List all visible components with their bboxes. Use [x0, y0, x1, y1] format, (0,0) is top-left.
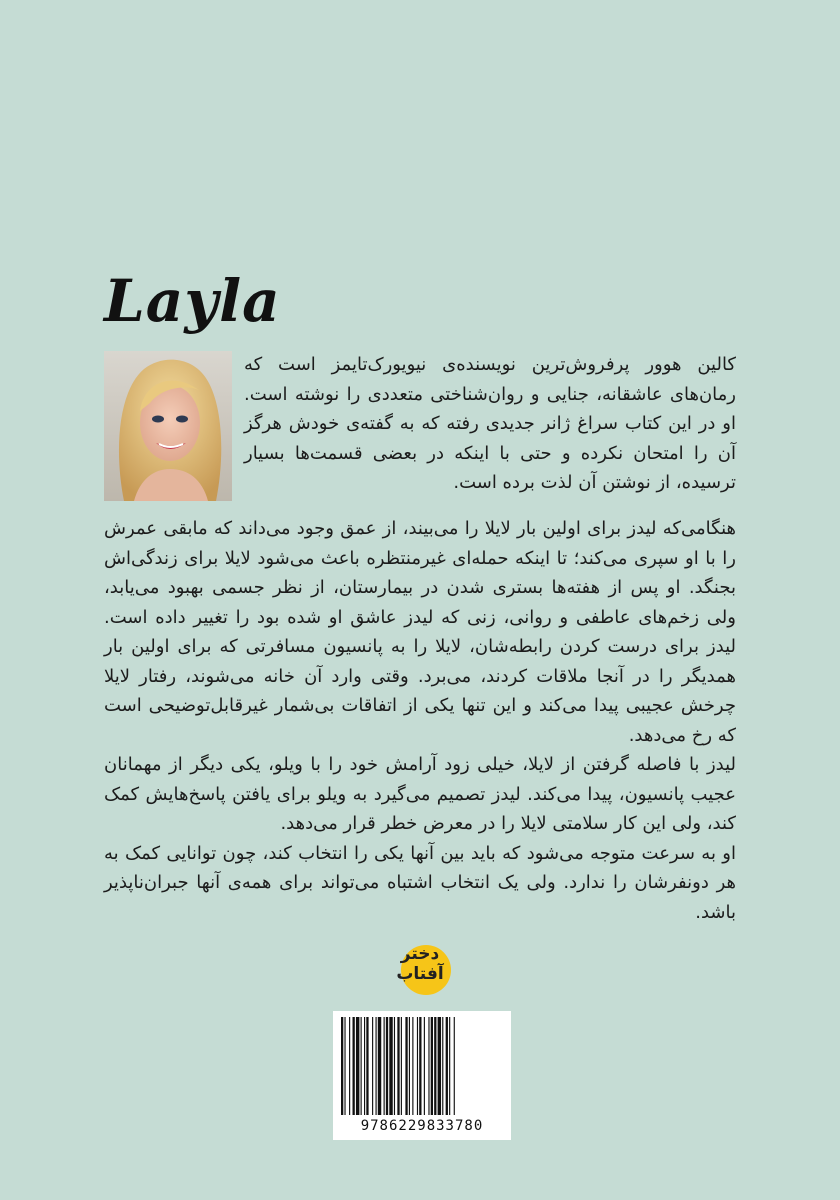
publisher-logo [386, 942, 454, 996]
publisher-logo-line2: آفتاب [396, 964, 444, 984]
isbn-number: 9786229833780 [360, 1118, 484, 1134]
barcode-icon [333, 1011, 511, 1121]
author-portrait-icon [104, 351, 232, 501]
synopsis-paragraph: لیدز با فاصله گرفتن از لایلا، خیلی زود آرامش خود را با ویلو، یکی دیگر از مهمانان عجیب پانسیون، پیدا می‌کند. لیدز تصمیم می‌گیرد به ویلو برای یافتن پاسخ‌هایش کمک کند، ولی این کار سلامتی لایلا را در معرض خطر قرار می‌دهد. [104, 754, 736, 834]
author-bio: کالین هوور پرفروش‌ترین نویسنده‌ی نیویورک‌تایمز است که رمان‌های عاشقانه، جنایی و روان‌شناختی متعددی را نوشته است. او در این کتاب سراغ ژانر جدیدی رفته که به گفته‌ی خودش هرگز آن را امتحان نکرده و حتی با اینکه در بعضی قسمت‌ها بسیار ترسیده، از نوشتن آن لذت برده است. [244, 354, 736, 493]
publisher-logo-line1: دختر [400, 944, 440, 964]
author-photo [104, 351, 232, 501]
isbn-barcode [333, 1011, 511, 1140]
book-title: Layla [104, 267, 281, 335]
synopsis [104, 514, 736, 927]
synopsis-paragraph: هنگامی‌که لیدز برای اولین بار لایلا را می‌بیند، از عمق وجود می‌داند که مابقی عمرش را با او سپری می‌کند؛ تا اینکه حمله‌ای غیرمنتظره باعث می‌شود لایلا برای زندگی‌اش بجنگد. او پس از هفته‌ها بستری شدن در بیمارستان، از نظر جسمی بهبود می‌یابد، ولی زخم‌های عاطفی و روانی، زنی که لیدز عاشق او شده بود را تغییر داده است. لیدز برای درست کردن رابطه‌شان، لایلا را به پانسیون مسافرتی که برای اولین بار همدیگر را در آنجا ملاقات کردند، می‌برد. وقتی وارد آن خانه می‌شوند، رفتار لایلا چرخش عجیبی پیدا می‌کند و این تنها یکی از اتفاقات بی‌شمار غیرقابل‌توضیحی است که رخ می‌دهد. [104, 518, 736, 746]
synopsis-paragraph: او به سرعت متوجه می‌شود که باید بین آنها یکی را انتخاب کند، چون توانایی کمک به هر دونفرشان را ندارد. ولی یک انتخاب اشتباه می‌تواند برای همه‌ی آنها جبران‌ناپذیر باشد. [104, 842, 736, 923]
